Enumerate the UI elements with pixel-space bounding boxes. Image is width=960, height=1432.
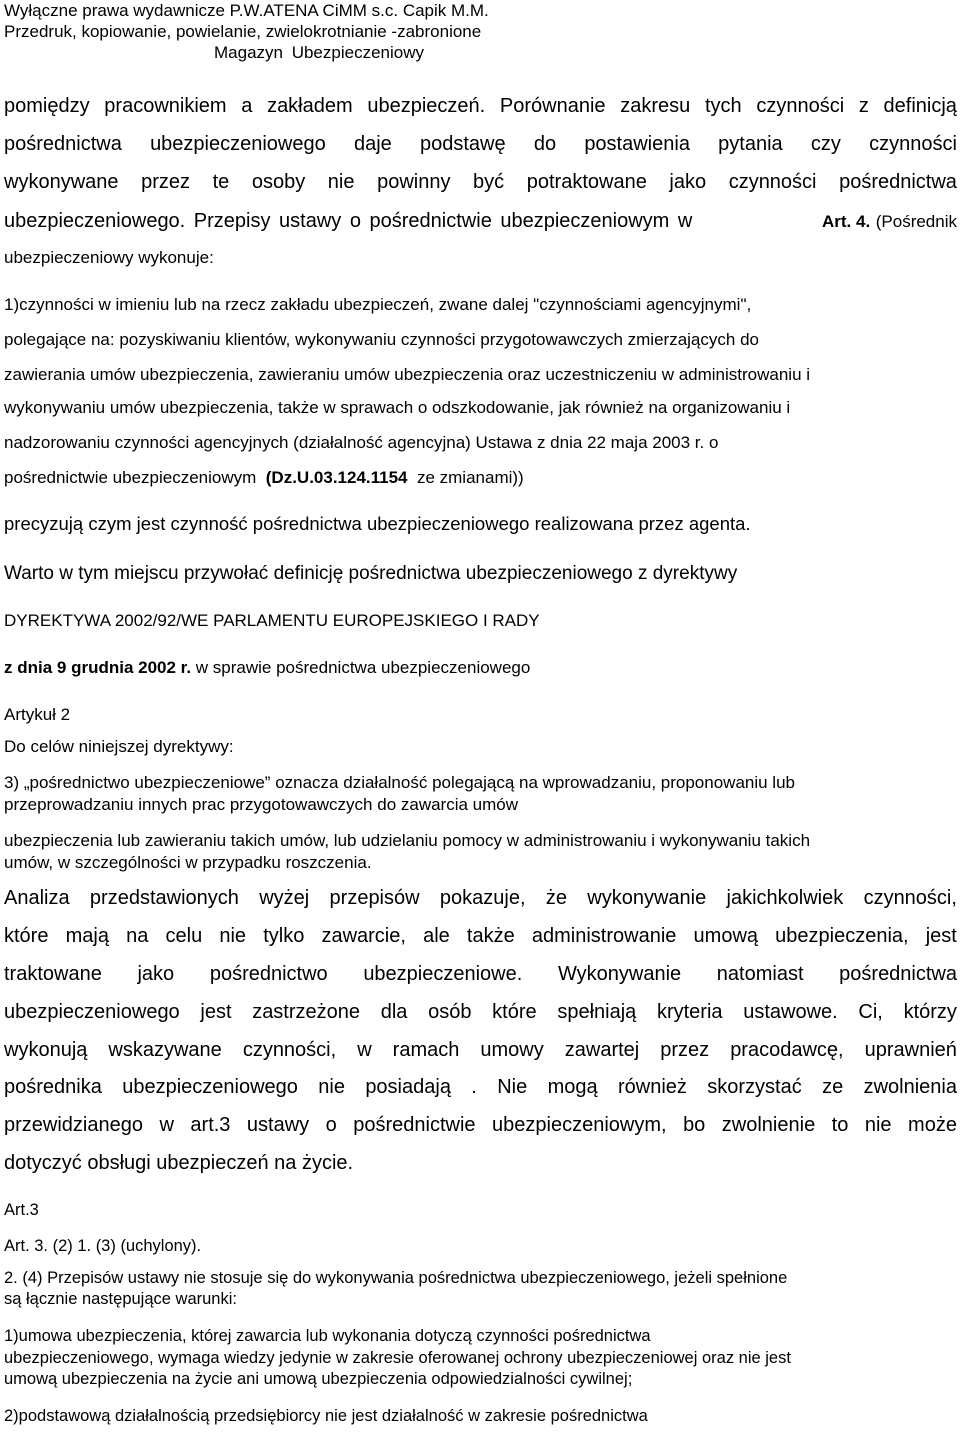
word: pośrednictwa (839, 963, 957, 985)
word: posiadają (365, 1076, 451, 1098)
word: zastrzeżone (252, 1001, 361, 1023)
word: pośrednictwo (209, 963, 328, 985)
word: pomiędzy (4, 95, 90, 117)
word: ubezpieczeniowego (150, 133, 326, 155)
word: pokazuje, (439, 887, 526, 909)
word: jakichkolwiek (726, 887, 844, 909)
p1-line1 (4, 95, 957, 118)
p1-line3 (4, 171, 957, 194)
analysis-line2 (4, 925, 957, 948)
directive-purpose: Do celów niniejszej dyrektywy: (4, 737, 234, 756)
word: do (533, 133, 557, 155)
word: tych (704, 95, 742, 117)
word: ubezpieczeń. (367, 95, 486, 117)
word: wykonywanie (587, 887, 707, 909)
magazine-name: Magazyn Ubezpieczeniowy (214, 43, 424, 62)
word: jest (925, 925, 957, 947)
word: te (212, 171, 230, 193)
definition-line3: ubezpieczenia lub zawieraniu takich umów, lub udzielaniu pomocy w administrowaniu i wykonywaniu takich (4, 831, 811, 850)
p1-line4-text: ubezpieczeniowego. Przepisy ustawy o pośrednictwie ubezpieczeniowym w (4, 210, 693, 232)
word: ubezpieczenia, (775, 925, 909, 947)
word: celu (165, 925, 203, 947)
copyright-header-line1: Wyłączne prawa wydawnicze P.W.ATENA CiMM s.c. Capik M.M. (4, 1, 489, 20)
word: z (858, 95, 869, 117)
word: podstawę (420, 133, 506, 155)
word: które (492, 1001, 537, 1023)
word: skorzystać (707, 1076, 802, 1098)
word: ze (822, 1076, 844, 1098)
word: Analiza (4, 887, 70, 909)
word: mogą (547, 1076, 598, 1098)
word: osoby (251, 171, 306, 193)
word: pracodawcę, (730, 1039, 844, 1061)
definition-line1: 3) „pośrednictwo ubezpieczeniowe” oznacza działalność polegającą na wprowadzaniu, proponowaniu lub (4, 773, 795, 792)
p2-line6-tail: ze zmianami)) (416, 468, 524, 487)
word: mają (65, 925, 109, 947)
word: zwolnienie (721, 1114, 816, 1136)
word: pośrednictwie (353, 1114, 476, 1136)
word: spełniają (557, 1001, 637, 1023)
art3-line7: 2)podstawową działalnością przedsiębiorcy nie jest działalność w zakresie pośrednictwa (4, 1407, 648, 1425)
art3-line1: Art. 3. (2) 1. (3) (uchylony). (4, 1237, 202, 1255)
definition-line2: przeprowadzaniu innych prac przygotowawczych do zawarcia umów (4, 795, 519, 814)
word: nie (318, 1076, 345, 1098)
word: administrowanie (531, 925, 677, 947)
word: nie (864, 1114, 892, 1136)
analysis-line6 (4, 1076, 957, 1099)
analysis-line4 (4, 1001, 957, 1024)
word: czy (810, 133, 841, 155)
p1-line4-tail: (Pośrednik (875, 212, 957, 231)
word: wyżej (259, 887, 310, 909)
word: zawarcie, (321, 925, 406, 947)
p1-line5: ubezpieczeniowy wykonuje: (4, 248, 214, 267)
word: traktowane (4, 963, 102, 985)
word: czynności, (863, 887, 957, 909)
word: umowy (480, 1039, 544, 1061)
word: nie (327, 171, 355, 193)
word: nie (219, 925, 247, 947)
analysis-line5 (4, 1039, 957, 1062)
word: Nie (497, 1076, 528, 1098)
p3: precyzują czym jest czynność pośrednictwa ubezpieczeniowego realizowana przez agenta. (4, 513, 751, 534)
word: ubezpieczeniowego (4, 1001, 180, 1023)
word: przez (660, 1039, 710, 1061)
word: ubezpieczeniowe. (363, 963, 523, 985)
word: a (241, 95, 253, 117)
directive-date-rest: w sprawie pośrednictwa ubezpieczeniowego (191, 658, 531, 677)
word: przez (141, 171, 190, 193)
directive-date (4, 658, 530, 678)
analysis-line8: dotyczyć obsługi ubezpieczeń na życie. (4, 1152, 354, 1174)
word: także (466, 925, 515, 947)
word: wykonywane (4, 171, 119, 193)
word: na (126, 925, 149, 947)
word: również (617, 1076, 687, 1098)
p2-line4: wykonywaniu umów ubezpieczenia, także w sprawach o odszkodowanie, jak również na organizowaniu i (4, 398, 791, 417)
word: jako (669, 171, 707, 193)
p2-line6 (4, 468, 524, 488)
copyright-header-line2: Przedruk, kopiowanie, powielanie, zwielokrotnianie -zabronione (4, 22, 482, 41)
word: czynności (728, 171, 817, 193)
word: w (357, 1039, 372, 1061)
article-ref: Art. 4. (821, 212, 871, 231)
art3-line6: umową ubezpieczenia na życie ani umową ubezpieczenia odpowiedzialności cywilnej; (4, 1370, 633, 1388)
p1-line4-article (822, 210, 957, 233)
word: definicją (883, 95, 957, 117)
p2-line1: 1)czynności w imieniu lub na rzecz zakładu ubezpieczeń, zwane dalej "czynnościami agencyjnymi", (4, 295, 752, 314)
word: pośrednika (4, 1076, 102, 1098)
word: Ci, (858, 1001, 883, 1023)
word: które (4, 925, 49, 947)
word: o (325, 1114, 337, 1136)
word: Porównanie (499, 95, 606, 117)
word: przewidzianego (4, 1114, 143, 1136)
word: pracownikiem (104, 95, 227, 117)
directive-date-bold: z dnia 9 grudnia 2002 r. (4, 658, 192, 677)
journal-ref: (Dz.U.03.124.1154 (265, 468, 408, 487)
word: natomiast (716, 963, 804, 985)
analysis-line3 (4, 963, 957, 986)
p2-line3: zawierania umów ubezpieczenia, zawieraniu umów ubezpieczenia oraz uczestniczeniu w administrowaniu i (4, 365, 811, 384)
word: tylko (263, 925, 305, 947)
word: pośrednictwa (4, 133, 122, 155)
word: jest (200, 1001, 232, 1023)
definition-line4: umów, w szczególności w przypadku roszczenia. (4, 853, 372, 872)
word: ustawowe. (743, 1001, 838, 1023)
word: że (545, 887, 567, 909)
word: czynności, (242, 1039, 337, 1061)
word: to (831, 1114, 849, 1136)
word: wskazywane (108, 1039, 222, 1061)
p2-line5: nadzorowaniu czynności agencyjnych (działalność agencyjna) Ustawa z dnia 22 maja 2003 r. o (4, 433, 719, 452)
word: pośrednictwa (839, 171, 957, 193)
word: zawartej (564, 1039, 640, 1061)
word: zwolnienia (863, 1076, 957, 1098)
art3-heading: Art.3 (4, 1201, 39, 1219)
word: być (473, 171, 505, 193)
word: kryteria (656, 1001, 723, 1023)
analysis-line1 (4, 887, 957, 910)
directive-title: DYREKTYWA 2002/92/WE PARLAMENTU EUROPEJSKIEGO I RADY (4, 611, 540, 630)
word: . (471, 1076, 477, 1098)
word: bo (683, 1114, 706, 1136)
word: w (159, 1114, 174, 1136)
word: daje (353, 133, 392, 155)
word: przepisów (329, 887, 420, 909)
word: ramach (392, 1039, 460, 1061)
word: zakładem (267, 95, 353, 117)
word: jako (137, 963, 175, 985)
word: potraktowane (526, 171, 647, 193)
p1-line4 (4, 210, 957, 233)
art3-line3: są łącznie następujące warunki: (4, 1290, 237, 1308)
article-heading: Artykuł 2 (4, 705, 71, 724)
word: Wykonywanie (557, 963, 682, 985)
art3-line4: 1)umowa ubezpieczenia, której zawarcia lub wykonania dotyczą czynności pośrednictwa (4, 1327, 651, 1345)
word: ubezpieczeniowego (122, 1076, 298, 1098)
word: art.3 (190, 1114, 231, 1136)
word: którzy (903, 1001, 957, 1023)
word: osób (428, 1001, 472, 1023)
p4: Warto w tym miejscu przywołać definicję pośrednictwa ubezpieczeniowego z dyrektywy (4, 563, 738, 584)
art3-line2: 2. (4) Przepisów ustawy nie stosuje się do wykonywania pośrednictwa ubezpieczeniowego, jeżeli spełnione (4, 1269, 788, 1287)
word: może (908, 1114, 957, 1136)
analysis-line7 (4, 1114, 957, 1137)
word: czynności (869, 133, 957, 155)
word: pytania (718, 133, 783, 155)
word: uprawnień (864, 1039, 957, 1061)
word: ale (423, 925, 450, 947)
word: dla (380, 1001, 408, 1023)
word: wykonują (4, 1039, 88, 1061)
word: postawienia (584, 133, 690, 155)
p2-line2: polegające na: pozyskiwaniu klientów, wykonywaniu czynności przygotowawczych zmierzających do (4, 330, 759, 349)
word: zakresu (620, 95, 691, 117)
p2-line6-text: pośrednictwie ubezpieczeniowym (4, 468, 257, 487)
word: ustawy (246, 1114, 310, 1136)
word: powinny (377, 171, 451, 193)
art3-line5: ubezpieczeniowego, wymaga wiedzy jedynie w zakresie oferowanej ochrony ubezpieczeniowej oraz nie jest (4, 1349, 791, 1367)
word: ubezpieczeniowym, (492, 1114, 667, 1136)
p1-line2 (4, 133, 957, 156)
word: czynności (756, 95, 845, 117)
word: przedstawionych (89, 887, 239, 909)
word: umową (693, 925, 759, 947)
